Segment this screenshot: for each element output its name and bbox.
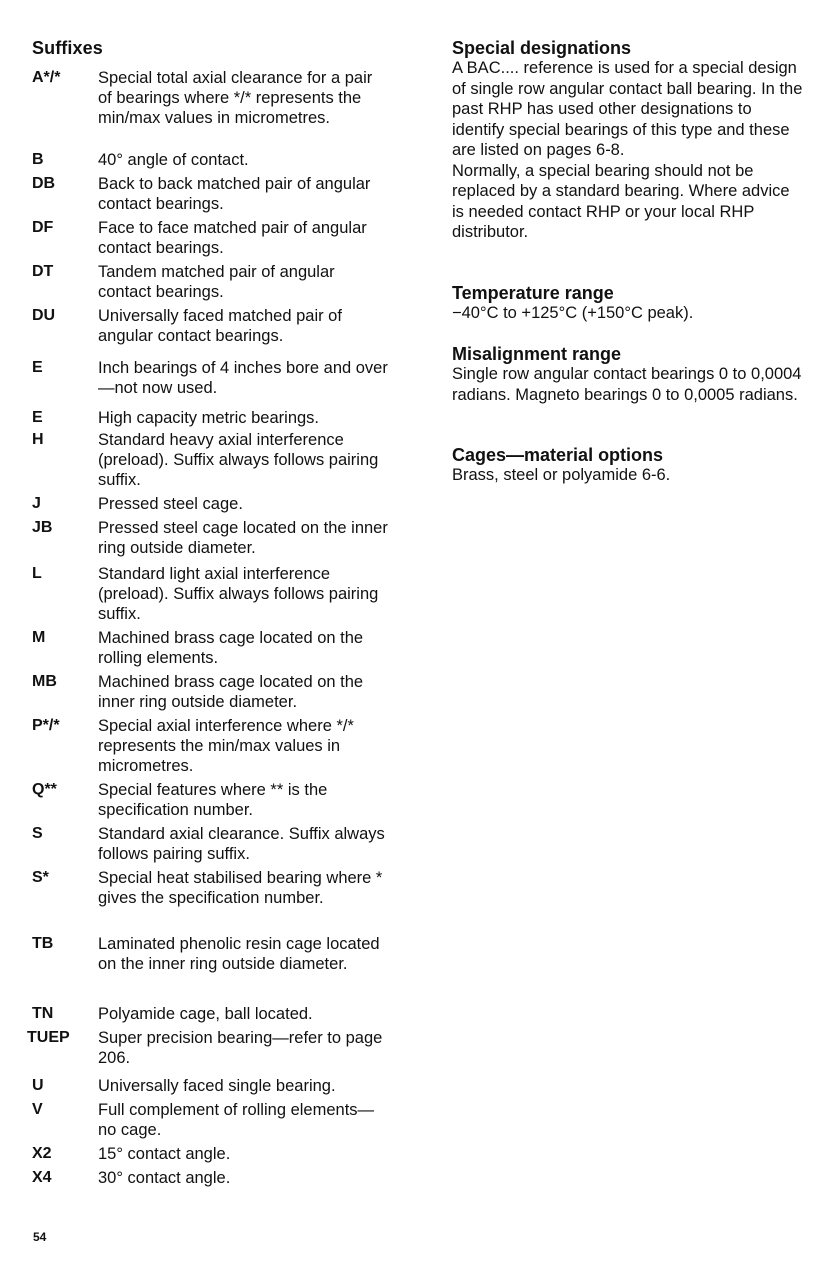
suffix-code: P*/* [32,717,60,734]
suffix-code: X2 [32,1145,52,1162]
suffix-description: Special axial interference where */* represents the min/max values in micrometres. [98,717,354,775]
suffix-description: 15° contact angle. [98,1145,231,1163]
suffix-description: Standard axial clearance. Suffix always follows pairing suffix. [98,825,385,863]
suffixes-section [27,38,402,1187]
suffix-code: E [32,409,43,426]
misalignment-range-heading: Misalignment range [452,344,622,364]
suffix-description: Machined brass cage located on the inner ring outside diameter. [98,673,364,711]
cages-heading: Cages—material options [452,445,664,465]
suffix-description: Pressed steel cage. [98,495,243,513]
suffix-code: A*/* [32,69,61,86]
special-designations-paragraph: Normally, a special bearing should not be replaced by a standard bearing. Where advice is needed contact RHP or your local RHP distributor. [452,161,790,241]
suffix-code: J [32,495,41,512]
suffix-description: Super precision bearing—refer to page 206. [98,1029,383,1067]
suffix-code: S [32,825,43,842]
suffix-description: Special total axial clearance for a pair of bearings where */* represents the min/max values in micrometres. [98,69,373,127]
suffix-description: Special features where ** is the specification number. [98,781,328,819]
suffix-code: TUEP [27,1029,70,1046]
suffix-description: Machined brass cage located on the rolling elements. [98,629,364,667]
suffix-description: Tandem matched pair of angular contact bearings. [98,263,335,301]
suffix-code: DF [32,219,54,236]
suffix-code: DB [32,175,56,192]
suffix-description: High capacity metric bearings. [98,409,320,427]
suffix-code: B [32,151,44,168]
suffix-description: Polyamide cage, ball located. [98,1005,313,1023]
suffix-description: Standard light axial interference (preload). Suffix always follows pairing suffix. [98,565,379,623]
suffix-description: Standard heavy axial interference (preload). Suffix always follows pairing suffix. [98,431,379,489]
misalignment-range-section [452,344,804,405]
suffix-description: Face to face matched pair of angular contact bearings. [98,219,367,257]
suffix-code: DU [32,307,56,324]
suffix-code: JB [32,519,53,536]
suffix-code: L [32,565,42,582]
suffix-description: Back to back matched pair of angular contact bearings. [98,175,371,213]
suffix-code: Q** [32,781,57,798]
special-designations-section [452,38,804,243]
suffix-code: V [32,1101,43,1118]
suffix-code: X4 [32,1169,52,1186]
special-designations-paragraph: A BAC.... reference is used for a special design of single row angular contact ball bearing. In the past RHP has used other designations to identify special bearings of this type and these are listed on pages 6-8. [452,59,803,159]
suffix-description: Full complement of rolling elements—no cage. [98,1101,375,1139]
suffix-description: 40° angle of contact. [98,151,249,169]
suffix-description: Universally faced matched pair of angular contact bearings. [98,307,342,345]
suffix-code: M [32,629,46,646]
suffix-description: 30° contact angle. [98,1169,231,1187]
temperature-range-section [452,283,804,324]
cages-text: Brass, steel or polyamide 6-6. [452,466,671,484]
suffix-code: TB [32,935,54,952]
suffix-code: H [32,431,44,448]
suffix-code: S* [32,869,49,886]
cages-section [452,445,804,486]
suffix-code: E [32,359,43,376]
suffix-description: Universally faced single bearing. [98,1077,336,1095]
misalignment-range-text: Single row angular contact bearings 0 to 0,0004 radians. Magneto bearings 0 to 0,0005 radians. [452,365,802,404]
special-designations-heading: Special designations [452,38,632,58]
suffix-description: Pressed steel cage located on the inner ring outside diameter. [98,519,388,557]
suffix-description: Inch bearings of 4 inches bore and over—not now used. [98,359,388,397]
suffixes-heading: Suffixes [32,38,103,58]
suffix-code: U [32,1077,44,1094]
suffix-code: TN [32,1005,54,1022]
suffix-code: DT [32,263,54,280]
temperature-range-heading: Temperature range [452,283,614,303]
suffix-code: MB [32,673,57,690]
temperature-range-text: −40°C to +125°C (+150°C peak). [452,304,694,322]
suffix-description: Special heat stabilised bearing where * gives the specification number. [98,869,383,907]
page-number: 54 [33,1230,47,1244]
suffix-description: Laminated phenolic resin cage located on the inner ring outside diameter. [98,935,380,973]
